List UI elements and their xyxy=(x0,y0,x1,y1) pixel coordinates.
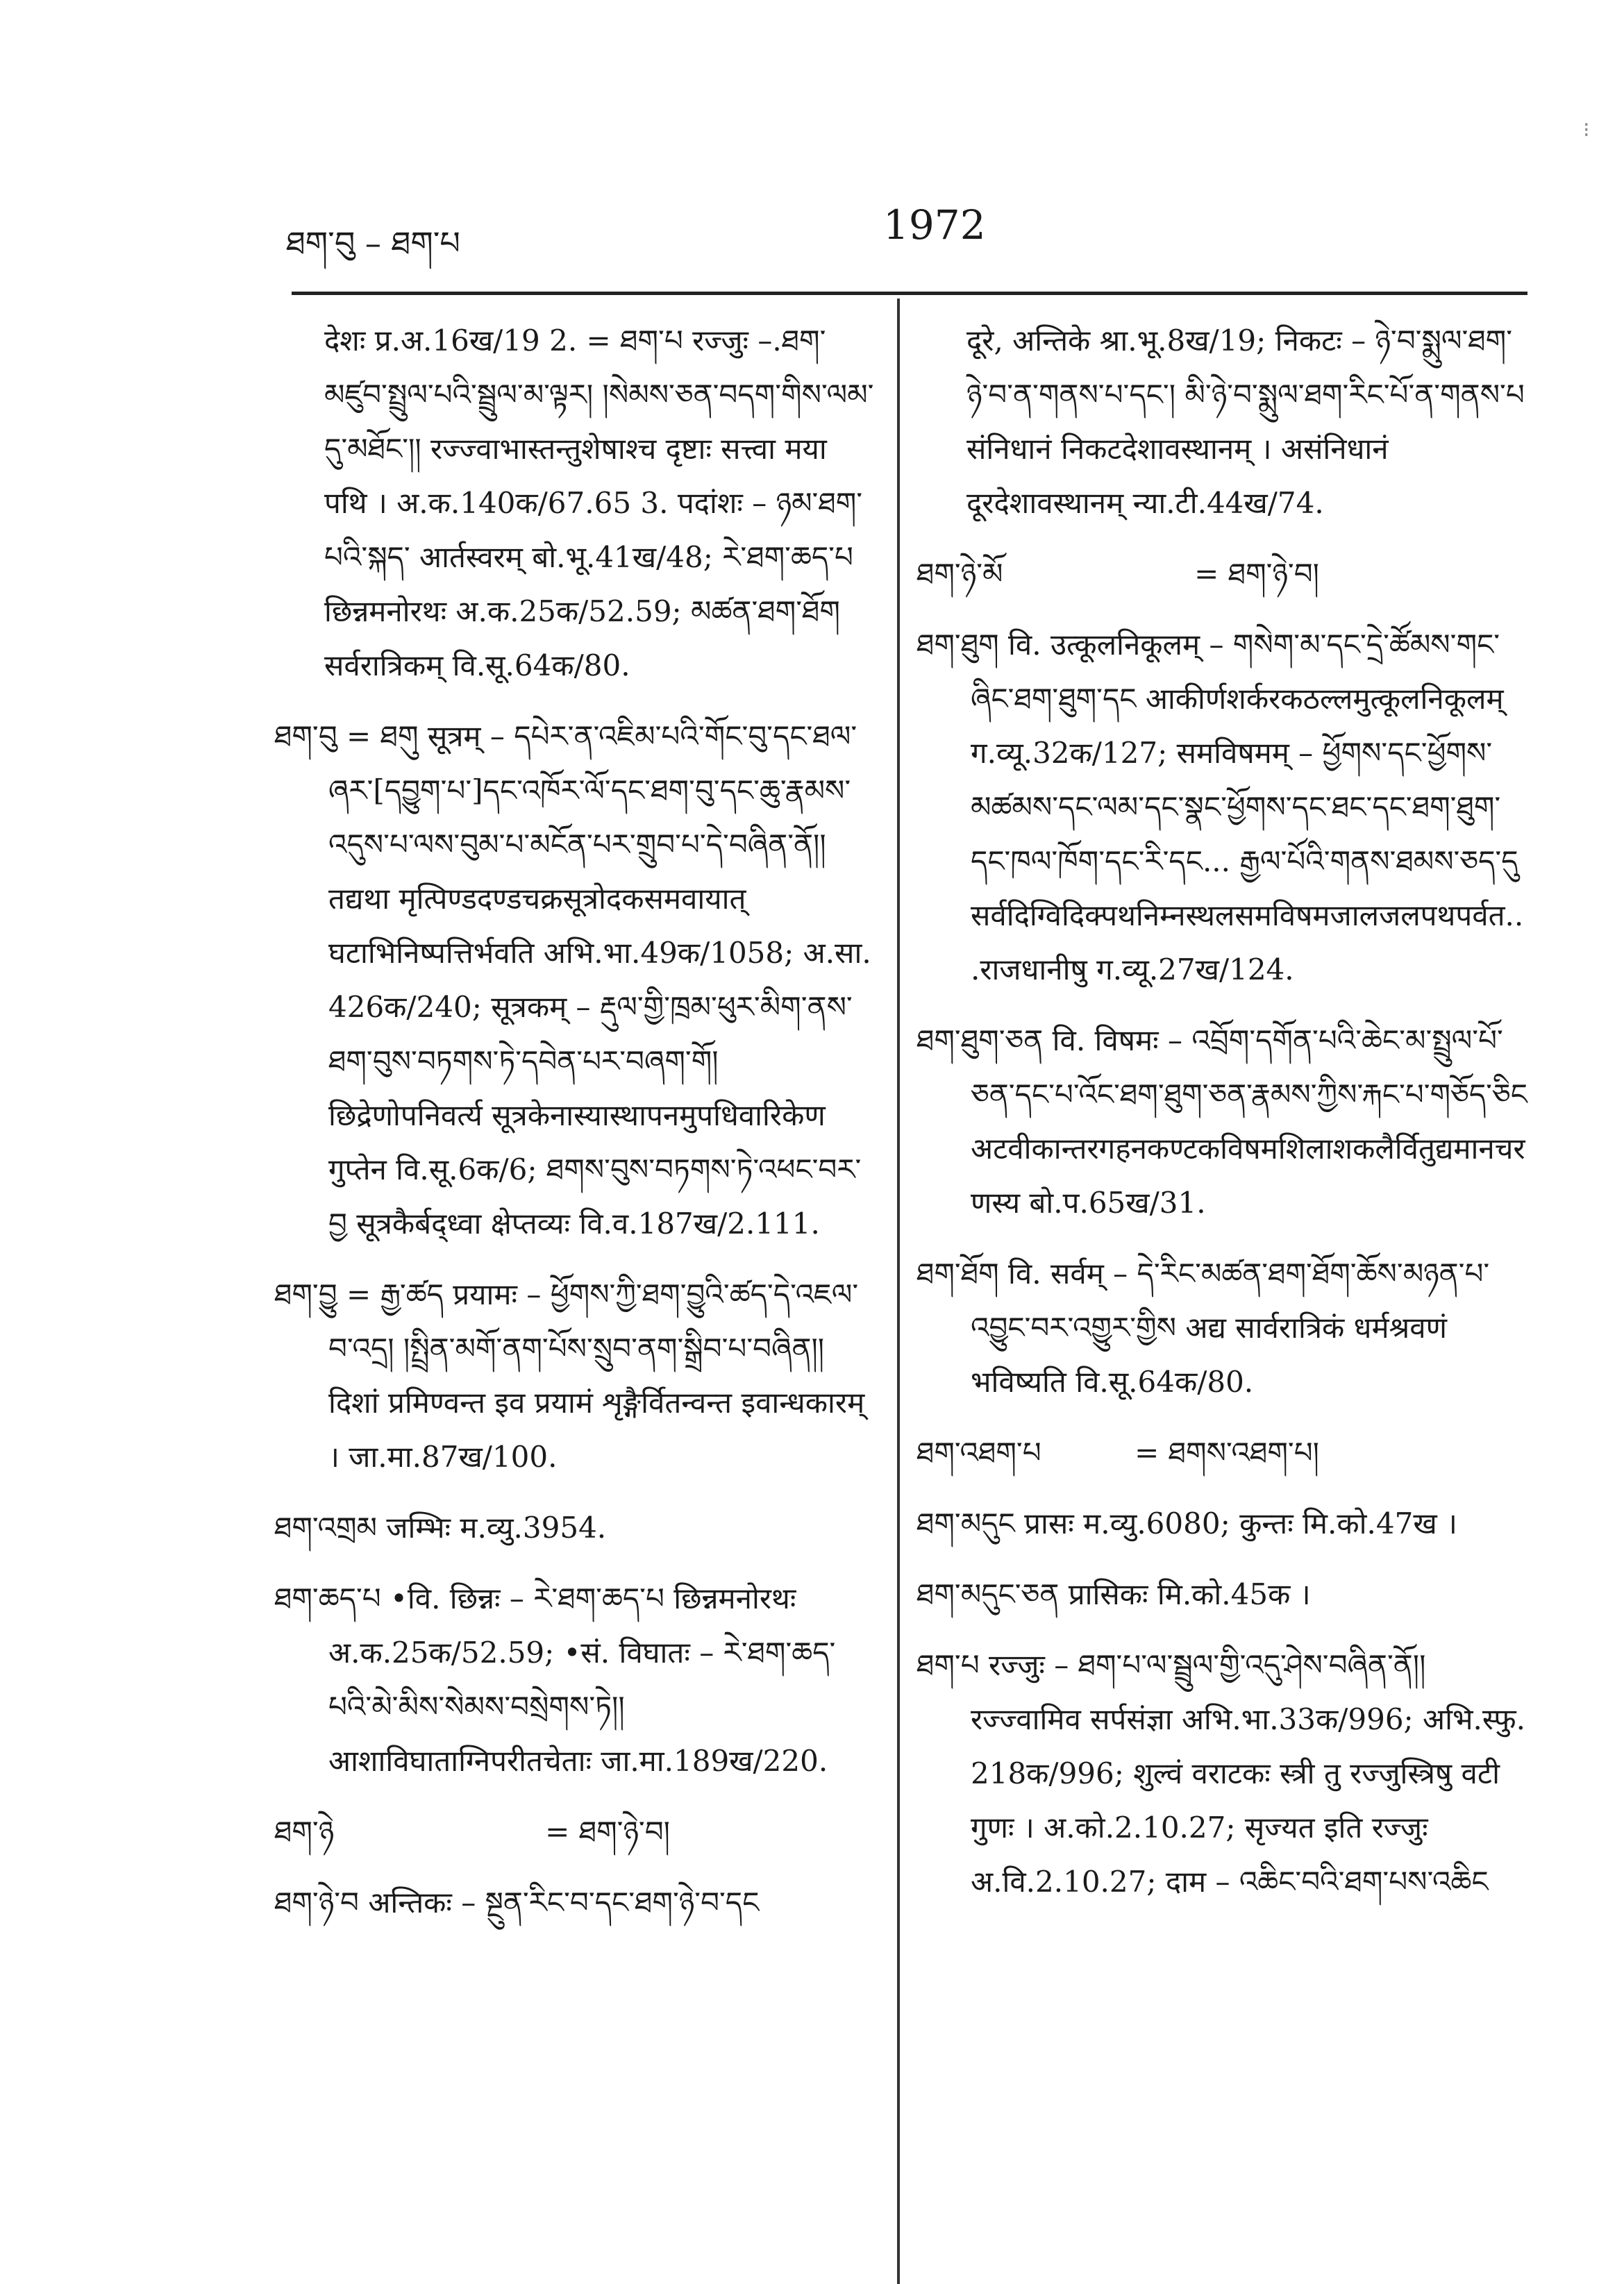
dictionary-entry: देशः प्र.अ.16ख/19 2. = ཐག་པ रज्जुः –.ཐག་མཛུབ་སྤྲུལ་པའི་སྦྲུལ་མ་ལྟར། །སེམས་ཅན་བདག་གིས་ལམ་དུ་མཐོང་།། रज्ज्वाभास्तन्तुशेषाश्च दृष्टाः सत्त्वा मया पथि । अ.क.140क/67.65 3. पदांशः – ཉམ་ཐག་པའི་སྐད་ आर्तस्वरम् बो.भू.41ख/48; རེ་ཐག་ཆད་པ छिन्नमनोरथः अ.क.25क/52.59; མཚན་ཐག་ཐོག सर्वरात्रिकम् वि.सू.64क/80. xyxy=(324,324,874,682)
cross-reference-entry xyxy=(274,1805,878,1859)
running-head: ཐག་བུ – ཐག་པ xyxy=(286,224,460,262)
cross-reference-entry xyxy=(916,1426,1527,1480)
dictionary-entry: ཐག་བྱུ = རྒྱ་ཚད प्रयामः – ཕྱོགས་ཀྱི་ཐག་བྱུའི་ཚད་དེ་འཇལ་བ་འདྲ། །སྤྲིན་མགོ་ནག་པོས་སྲུབ་ནག་སྒྲིབ་པ་བཞིན།། दिशां प्रमिण्वन्त इव प्रयामं शृङ्गैर्वितन्वन्त इवान्धकारम् । जा.मा.87ख/100. xyxy=(274,1277,865,1474)
dictionary-entry: ཐག་ཐོག वि. सर्वम् – དེ་རིང་མཚན་ཐག་ཐོག་ཆོས་མཉན་པ་འབྱུང་བར་འགྱུར་གྱིས अद्य सार्वरात्रिकं धर्मश्रवणं भविष्यति वि.सू.64क/80. xyxy=(916,1257,1490,1399)
headword: ཐག་འཐག་པ xyxy=(916,1436,1041,1470)
header-rule xyxy=(292,292,1527,295)
dictionary-entry: ཐག་པ रज्जुः – ཐག་པ་ལ་སྦྲུལ་གྱི་འདུ་ཤེས་བཞིན་ནོ།། रज्ज्वामिव सर्पसंज्ञा अभि.भा.33क/996; अभि.स्फु. 218क/996; शुल्वं वराटकः स्त्री तु रज्जुस्त्रिषु वटी गुणः । अ.को.2.10.27; सृज्यत इति रज्जुः अ.वि.2.10.27; दाम – འཆིང་བའི་ཐག་པས་འཆིང xyxy=(916,1648,1525,1899)
cross-reference: = ཐག་ཉེ་བ། xyxy=(545,1815,670,1849)
page-header xyxy=(286,201,1522,264)
cross-reference: = ཐགས་འཐག་པ། xyxy=(1135,1436,1319,1470)
dictionary-entry: दूरे, अन्तिके श्रा.भू.8ख/19; निकटः – ཉེ་བ་སྨུལ་ཐག་ཉེ་བ་ན་གནས་པ་དང་། མི་ཉེ་བ་སྨུལ་ཐག་རིང་པོ་ན་གནས་པ संनिधानं निकटदेशावस्थानम् । असंनिधानं दूरदेशावस्थानम् न्या.टी.44ख/74. xyxy=(966,324,1525,520)
dictionary-entry: ཐག་ཆད་པ •वि. छिन्नः – རེ་ཐག་ཆད་པ छिन्नमनोरथः अ.क.25क/52.59; •सं. विघातः – རེ་ཐག་ཆད་པའི་མེ་མིས་སེམས་བསྲེགས་ཏེ།། आशाविघाताग्निपरीतचेताः जा.मा.189ख/220. xyxy=(274,1581,836,1778)
dictionary-entry: ཐག་མདུང་ཅན प्रासिकः मि.को.45क । xyxy=(916,1577,1311,1611)
column-divider xyxy=(897,299,900,2284)
cross-reference-entry xyxy=(916,547,1527,601)
dictionary-entry: ཐག་ཐུག वि. उत्कूलनिकूलम् – གསེག་མ་དང་དྲེ་ཚོམས་གང་ཞིང་ཐག་ཐུག་དང आकीर्णशर्करकठल्लमुत्कूलनिकूलम् ग.व्यू.32क/127; समविषमम् – ཕྱོགས་དང་ཕྱོགས་མཚམས་དང་ལམ་དང་སྣང་ཕྱོགས་དང་ཐང་དང་ཐག་ཐུག་དང་ཁལ་ཁོག་དང་རི་དང... རྒྱལ་པོའི་གནས་ཐམས་ཅད་དུ सर्वदिग्विदिक्पथनिम्नस्थलसमविषमजालजलपथपर्वत...राजधानीषु ग.व्यू.27ख/124. xyxy=(916,628,1524,986)
left-column xyxy=(274,314,878,1947)
dictionary-entry: ཐག་བུ = ཐགུ सूत्रम् – དཔེར་ན་འཇིམ་པའི་གོང་བུ་དང་ཐལ་ཞར་[དབྱུག་པ་]དང་འཁོར་ལོ་དང་ཐག་བུ་དང་ཆུ་རྣམས་འདུས་པ་ལས་བུམ་པ་མངོན་པར་གྲུབ་པ་དེ་བཞིན་ནོ།། तद्यथा मृत्पिण्डदण्डचक्रसूत्रोदकसमवायात् घटाभिनिष्पत्तिर्भवति अभि.भा.49क/1058; अ.सा. 426क/240; सूत्रकम् – རྡུལ་གྱི་ཁྲམ་ཕུར་མིག་ནས་ཐག་བུས་བཏགས་ཏེ་དབེན་པར་བཞག་གོ། छिद्रेणोपनिवर्त्य सूत्रकेनास्यास्थापनमुपधिवारिकेण गुप्तेन वि.सू.6क/6; ཐགས་བུས་བཏགས་ཏེ་འཕང་བར་བྱ सूत्रकैर्बद्ध्वा क्षेप्तव्यः वि.व.187ख/2.111. xyxy=(274,719,871,1241)
dictionary-entry: ཐག་ཐུག་ཅན वि. विषमः – འབྲོག་དགོན་པའི་ཆེང་མ་སྤྲུལ་པོ་ཅན་དང་པ་འོང་ཐག་ཐུག་ཅན་རྣམས་ཀྱིས་རྐང་པ་གཅོད་ཅིང अटवीकान्तरगहनकण्टकविषमशिलाशकलैर्वितुद्यमानचरणस्य बो.प.65ख/31. xyxy=(916,1023,1527,1220)
headword: ཐག་ཉེ་མོ xyxy=(916,557,1003,591)
dictionary-entry: ཐག་ཉེ་བ अन्तिकः – སྔུན་རིང་བ་དང་ཐག་ཉེ་བ་དང xyxy=(274,1886,760,1920)
page-number: 1972 xyxy=(883,201,986,249)
cross-reference: = ཐག་ཉེ་བ། xyxy=(1194,557,1319,591)
scan-mark: ⁝ xyxy=(1583,118,1590,142)
right-column xyxy=(916,314,1527,1926)
headword: ཐག་ཉེ xyxy=(274,1815,335,1849)
dictionary-entry: ཐག་འགྲམ जम्भिः म.व्यु.3954. xyxy=(274,1511,607,1545)
dictionary-entry: ཐག་མདུང प्रासः म.व्यु.6080; कुन्तः मि.को.47ख । xyxy=(916,1506,1457,1540)
